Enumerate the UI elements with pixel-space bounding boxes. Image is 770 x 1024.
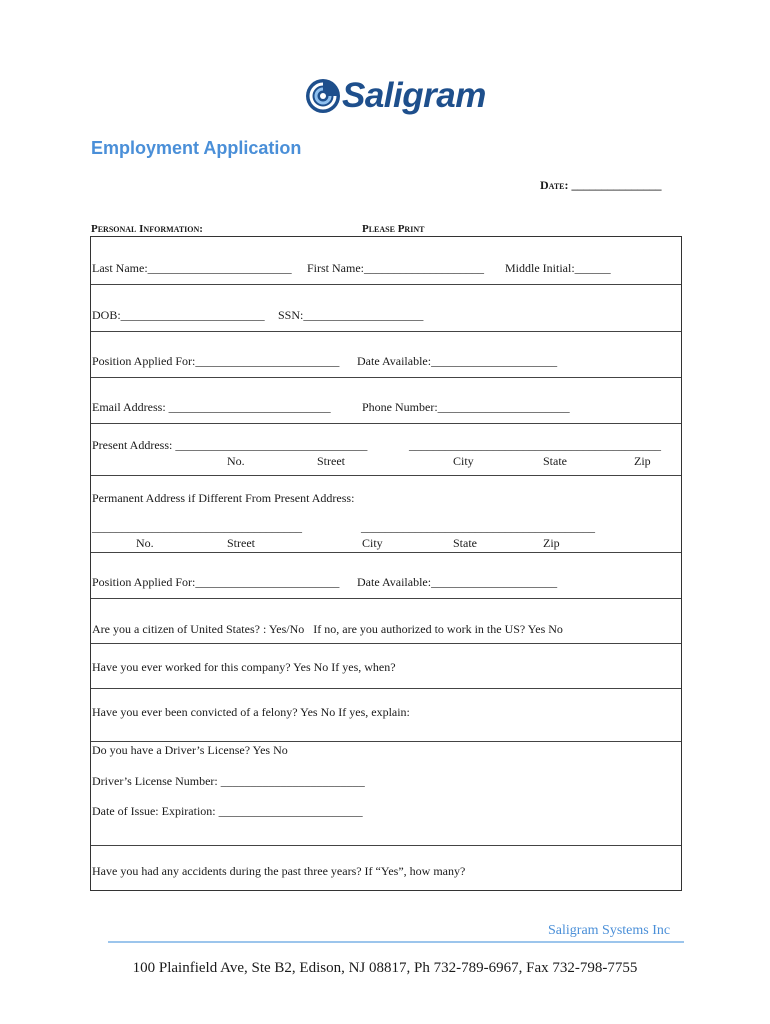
row-divider <box>91 331 681 332</box>
last-name-field[interactable]: Last Name:________________________ <box>92 261 292 275</box>
present-city-label: City <box>453 454 474 468</box>
license-number-field[interactable]: Driver’s License Number: ________________________ <box>92 774 365 788</box>
date-available-field-2[interactable]: Date Available:_____________________ <box>357 575 558 589</box>
felony-question[interactable]: Have you ever been convicted of a felony? Yes No If yes, explain: <box>92 705 410 719</box>
perm-street-label: Street <box>227 536 255 550</box>
position-applied-field[interactable]: Position Applied For:________________________ <box>92 354 340 368</box>
present-state-label: State <box>543 454 567 468</box>
row-divider <box>91 741 681 742</box>
present-street-label: Street <box>317 454 345 468</box>
perm-state-label: State <box>453 536 477 550</box>
first-name-field[interactable]: First Name:____________________ <box>307 261 484 275</box>
accidents-question[interactable]: Have you had any accidents during the past three years? If “Yes”, how many? <box>92 864 466 878</box>
present-address-field-2[interactable]: __________________________________________ <box>409 438 661 452</box>
section-please-print: Please Print <box>362 223 425 235</box>
present-zip-label: Zip <box>634 454 651 468</box>
row-divider <box>91 552 681 553</box>
section-personal-info: Personal Information: <box>91 223 203 235</box>
footer-divider <box>108 941 684 943</box>
permanent-address-line-2[interactable]: _______________________________________ <box>361 520 595 534</box>
perm-city-label: City <box>362 536 383 550</box>
perm-no-label: No. <box>136 536 154 550</box>
row-divider <box>91 688 681 689</box>
row-divider <box>91 475 681 476</box>
row-divider <box>91 598 681 599</box>
company-logo <box>305 78 486 114</box>
permanent-address-label: Permanent Address if Different From Present Address: <box>92 491 355 505</box>
row-divider <box>91 845 681 846</box>
ssn-field[interactable]: SSN:____________________ <box>278 308 424 322</box>
date-of-issue-field[interactable]: Date of Issue: Expiration: ________________________ <box>92 804 363 818</box>
dob-field[interactable]: DOB:________________________ <box>92 308 265 322</box>
middle-initial-field[interactable]: Middle Initial:______ <box>505 261 611 275</box>
row-divider <box>91 423 681 424</box>
present-address-field[interactable]: Present Address: ________________________________ <box>92 438 368 452</box>
position-applied-field-2[interactable]: Position Applied For:________________________ <box>92 575 340 589</box>
perm-zip-label: Zip <box>543 536 560 550</box>
citizen-question[interactable]: Are you a citizen of United States? : Yes/No If no, are you authorized to work in the US? Yes No <box>92 622 563 636</box>
date-field[interactable]: Date: _______________ <box>540 178 662 192</box>
drivers-license-question[interactable]: Do you have a Driver’s License? Yes No <box>92 743 288 757</box>
permanent-address-line-1[interactable]: ___________________________________ <box>92 520 302 534</box>
row-divider <box>91 284 681 285</box>
footer-company-name: Saligram Systems Inc <box>548 923 671 938</box>
date-available-field[interactable]: Date Available:_____________________ <box>357 354 558 368</box>
email-field[interactable]: Email Address: ___________________________ <box>92 400 331 414</box>
page-title: Employment Application <box>91 138 302 158</box>
present-no-label: No. <box>227 454 245 468</box>
footer-address: 100 Plainfield Ave, Ste B2, Edison, NJ 08817, Ph 732-789-6967, Fax 732-798-7755 <box>132 960 638 976</box>
worked-before-question[interactable]: Have you ever worked for this company? Yes No If yes, when? <box>92 660 396 674</box>
application-form <box>90 236 682 891</box>
row-divider <box>91 643 681 644</box>
phone-field[interactable]: Phone Number:______________________ <box>362 400 570 414</box>
brand-name: Saligram <box>342 76 486 115</box>
saligram-logo-icon <box>305 78 341 114</box>
row-divider <box>91 377 681 378</box>
